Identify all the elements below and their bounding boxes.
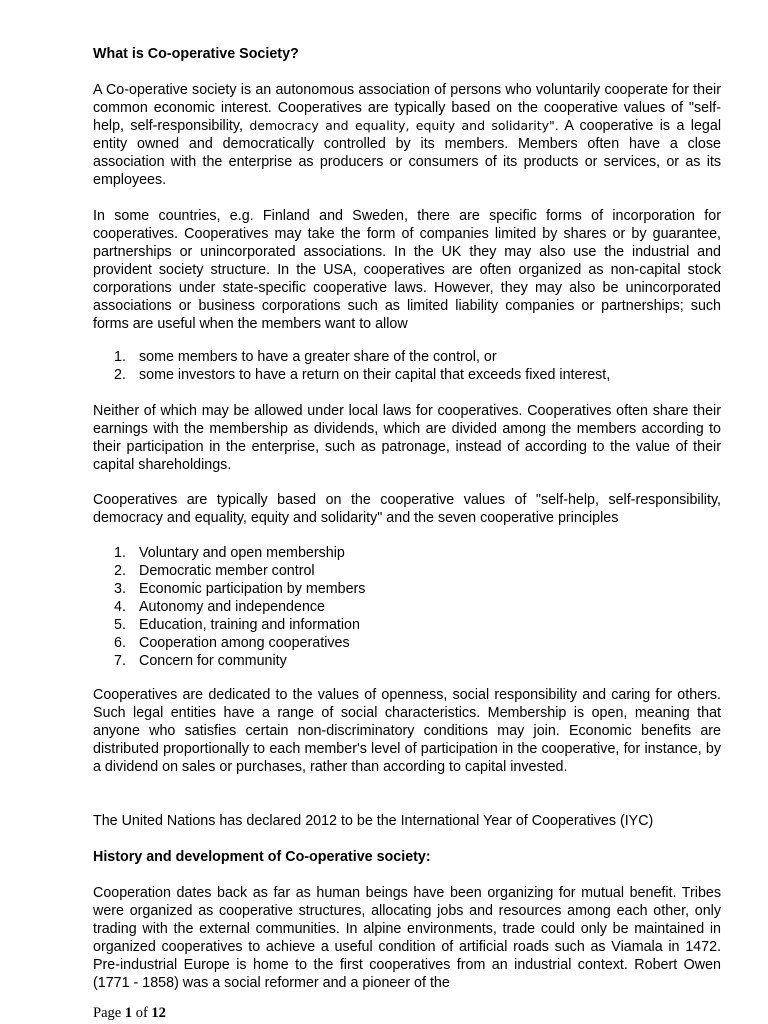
cooperative-principles-list <box>93 544 721 670</box>
list-item-number: 1. <box>114 349 126 365</box>
list-item <box>93 562 721 580</box>
list-item-text: Education, training and information <box>139 617 360 633</box>
list-item <box>93 580 721 598</box>
footer-of-word: of <box>135 1005 148 1021</box>
list-item-text: Economic participation by members <box>139 581 366 597</box>
list-item-text: Cooperation among cooperatives <box>139 635 350 651</box>
list-item-number: 2. <box>114 367 126 383</box>
list-item-number: 2. <box>114 563 126 579</box>
paragraph-definition-part-a: A Co-operative society is an autonomous association of persons who voluntarily cooperate for their common economic interest. Cooperatives are typically based on the cooperative values of "self-help, self-responsibility, <box>93 82 721 134</box>
list-item <box>93 348 721 366</box>
list-item-text: some investors to have a return on their capital that exceeds fixed interest, <box>139 367 611 383</box>
page-number-footer <box>93 1004 166 1022</box>
paragraph-history: Cooperation dates back as far as human beings have been organizing for mutual benefit. Tribes were organized as cooperative structures, allocating jobs and resources among each other, only trading with the external communities. In alpine environments, trade could only be maintained in organized cooperatives to achieve a useful condition of artificial roads such as Viamala in 1472. Pre-industrial Europe is home to the first cooperatives from an industrial context. Robert Owen (1771 - 1858) was a social reformer and a pioneer of the <box>93 885 721 991</box>
list-item-number: 1. <box>114 545 126 561</box>
list-item-text: Autonomy and independence <box>139 599 326 615</box>
list-item <box>93 616 721 634</box>
paragraph-cooperative-values: Cooperatives are typically based on the cooperative values of "self-help, self-responsibility, democracy and equality, equity and solidarity" and the seven cooperative principles <box>93 492 721 526</box>
list-item-number: 4. <box>114 599 126 615</box>
footer-page-word: Page <box>93 1005 122 1021</box>
list-item <box>93 366 721 384</box>
list-item <box>93 598 721 616</box>
footer-total-pages: 12 <box>151 1005 166 1021</box>
member-allowance-list <box>93 348 721 384</box>
list-item-text: Democratic member control <box>139 563 315 579</box>
list-item-number: 6. <box>114 635 126 651</box>
paragraph-dividends: Neither of which may be allowed under local laws for cooperatives. Cooperatives often share their earnings with the membership as dividends, which are divided among the members according to their participation in the enterprise, such as patronage, instead of according to the value of their capital shareholdings. <box>93 403 721 473</box>
list-item <box>93 544 721 562</box>
list-item-text: some members to have a greater share of the control, or <box>139 349 497 365</box>
heading-what-is-cooperative: What is Co-operative Society? <box>93 46 299 62</box>
list-item <box>93 634 721 652</box>
paragraph-definition-part-b: democracy and equality, equity and solidarity". <box>249 118 559 133</box>
paragraph-definition <box>93 81 721 189</box>
paragraph-united-nations-iyc: The United Nations has declared 2012 to be the International Year of Cooperatives (IYC) <box>93 813 654 829</box>
list-item-number: 7. <box>114 653 126 669</box>
paragraph-forms-of-incorporation: In some countries, e.g. Finland and Sweden, there are specific forms of incorporation for cooperatives. Cooperatives may take the form of companies limited by shares or by guarantee, partnerships or unincorporated associations. In the UK they may also use the industrial and provident society structure. In the USA, cooperatives are often organized as non-capital stock corporations under state-specific cooperative laws. However, they may also be unincorporated associations or business corporations such as limited liability companies or partnerships; such forms are useful when the members want to allow <box>93 208 721 332</box>
heading-history-and-development: History and development of Co-operative society: <box>93 849 431 865</box>
paragraph-definition-part-c: A cooperative is a legal entity owned and democratically controlled by its members. Members often have a close association with the enterprise as producers or consumers of its products or services, or as its employees. <box>93 118 722 188</box>
list-item-number: 3. <box>114 581 126 597</box>
footer-current-page: 1 <box>124 1005 133 1021</box>
paragraph-values-of-openness: Cooperatives are dedicated to the values of openness, social responsibility and caring for others. Such legal entities have a range of social characteristics. Membership is open, meaning that anyone who satisfies certain non-discriminatory conditions may join. Economic benefits are distributed proportionally to each member's level of participation in the cooperative, for instance, by a dividend on sales or purchases, rather than according to capital invested. <box>93 687 721 775</box>
list-item-number: 5. <box>114 617 126 633</box>
list-item-text: Voluntary and open membership <box>139 545 345 561</box>
list-item-text: Concern for community <box>139 653 287 669</box>
list-item <box>93 652 721 670</box>
